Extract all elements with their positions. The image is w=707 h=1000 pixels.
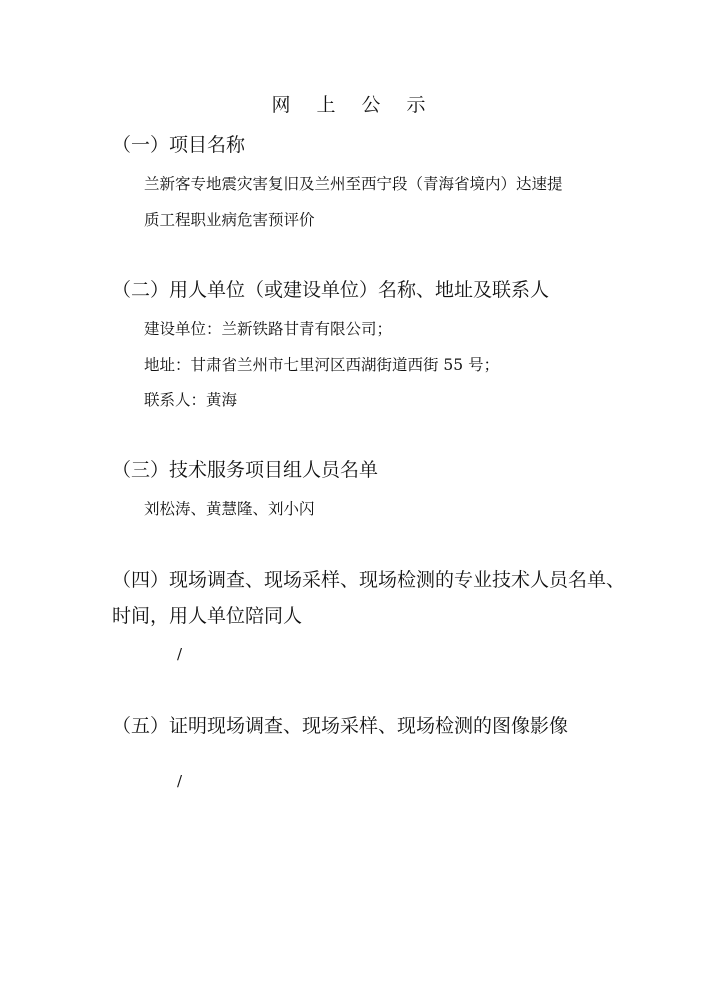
- section-3-heading: （三）技术服务项目组人员名单: [112, 459, 379, 481]
- team-members: 刘松涛、黄慧隆、刘小闪: [144, 500, 315, 518]
- section-5-value: /: [177, 772, 183, 790]
- contact-person: 联系人：黄海: [144, 391, 238, 409]
- construction-unit: 建设单位：兰新铁路甘青有限公司；: [144, 320, 393, 338]
- project-name-line-2: 质工程职业病危害预评价: [144, 211, 315, 229]
- section-4-heading-line-2: 时间，用人单位陪同人: [112, 605, 303, 627]
- section-5-heading: （五）证明现场调查、现场采样、现场检测的图像影像: [112, 715, 569, 737]
- section-4-heading-line-1: （四）现场调查、现场采样、现场检测的专业技术人员名单、: [112, 569, 626, 591]
- section-4-value: /: [177, 645, 183, 663]
- address: 地址：甘肃省兰州市七里河区西湖街道西街 55 号；: [144, 356, 500, 374]
- section-2-heading: （二）用人单位（或建设单位）名称、地址及联系人: [112, 279, 550, 301]
- page-title: 网 上 公 示: [271, 94, 436, 116]
- project-name-line-1: 兰新客专地震灾害复旧及兰州至西宁段（青海省境内）达速提: [144, 175, 563, 193]
- section-1-heading: （一）项目名称: [112, 134, 246, 156]
